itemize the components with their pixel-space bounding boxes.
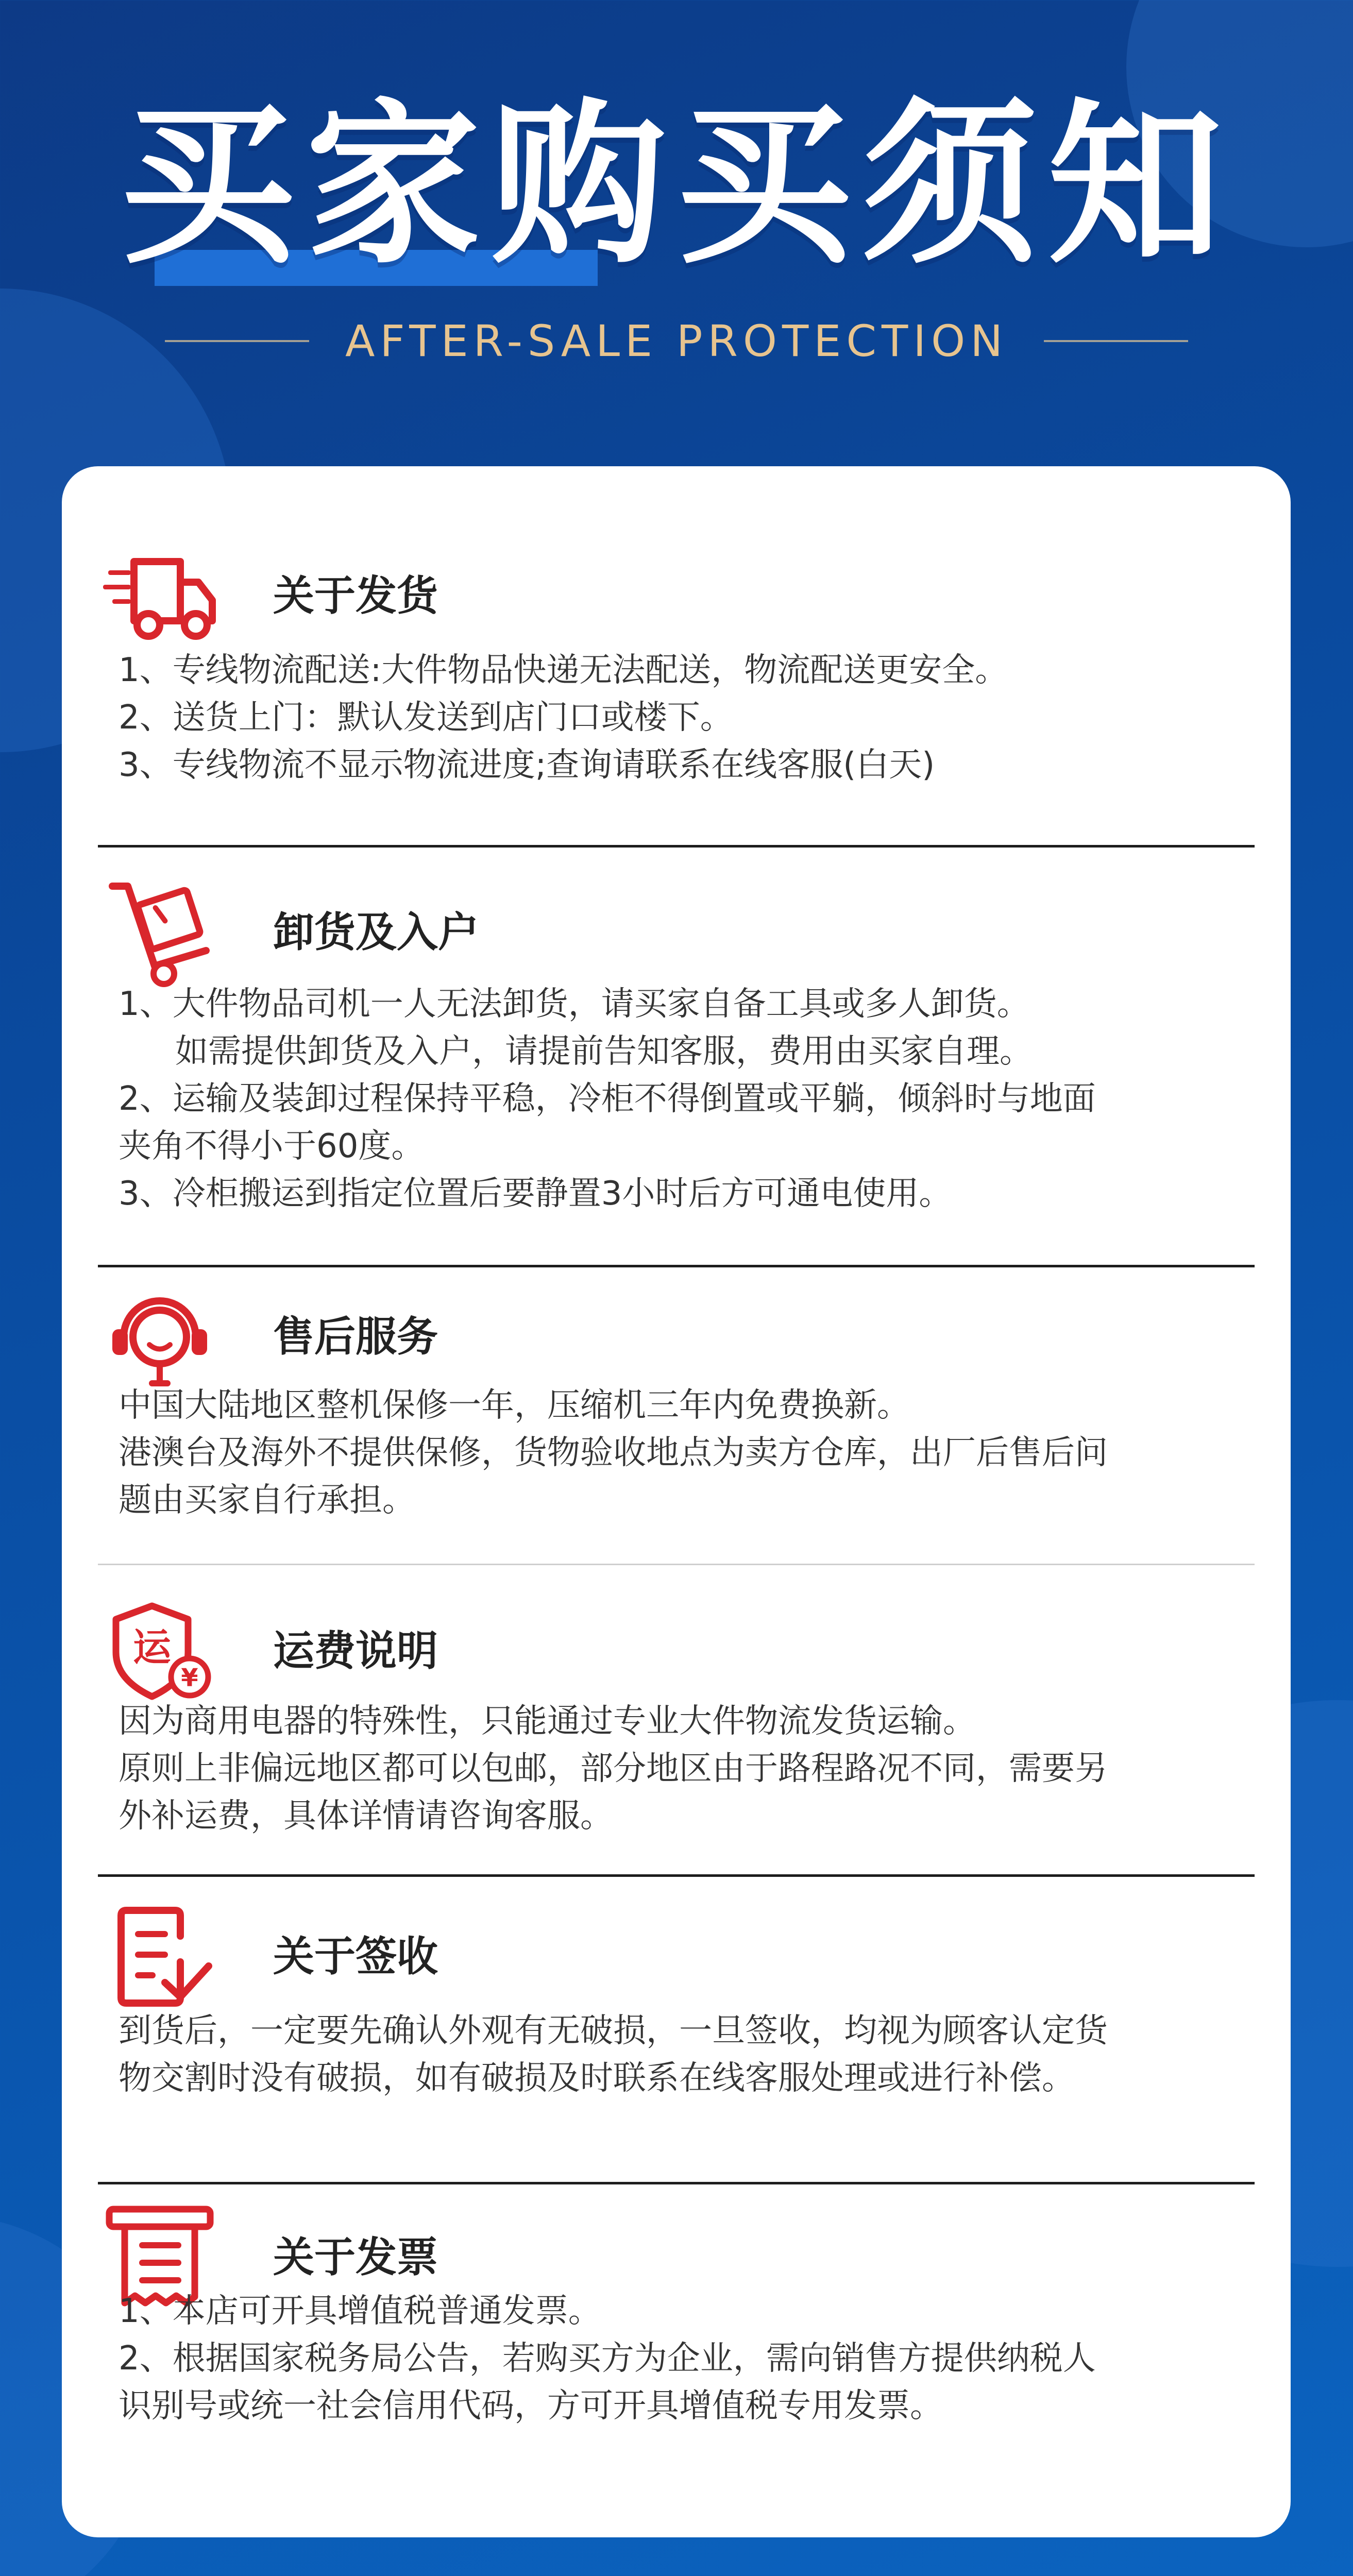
notice-card [62, 466, 1291, 2537]
body-line: 3、专线物流不显示物流进度;查询请联系在线客服(白天) [119, 746, 935, 784]
body-line: 物交割时没有破损，如有破损及时联系在线客服处理或进行补偿。 [119, 2059, 1075, 2097]
section-shipping [98, 466, 1255, 848]
page-subtitle: AFTER-SALE PROTECTION [345, 316, 1008, 366]
section-title: 运费说明 [273, 1627, 438, 1675]
body-line: 到货后，一定要先确认外观有无破损，一旦签收，均视为顾客认定货 [119, 2012, 1108, 2050]
truck-icon [98, 533, 222, 657]
section-body [119, 1698, 1257, 1840]
section-shipping-fee [98, 1566, 1255, 1875]
body-line: 3、冷柜搬运到指定位置后要静置3小时后方可通电使用。 [119, 1175, 952, 1213]
section-invoice [98, 2184, 1255, 2537]
body-line: 1、大件物品司机一人无法卸货，请买家自备工具或多人卸货。 [119, 985, 1030, 1023]
section-unloading [98, 848, 1255, 1267]
section-after-sale [98, 1267, 1255, 1564]
body-line: 外补运费，具体详情请咨询客服。 [119, 1797, 613, 1835]
body-line: 2、送货上门：默认发送到店门口或楼下。 [119, 699, 733, 737]
subtitle-left-rule [165, 340, 309, 342]
body-line: 如需提供卸货及入户，请提前告知客服，费用由买家自理。 [175, 1032, 1033, 1071]
body-line: 题由买家自行承担。 [119, 1481, 415, 1519]
page-title: 买家购买须知 [120, 83, 1233, 287]
shipping-fee-icon-text: 运 [133, 1625, 171, 1670]
section-title: 关于发票 [273, 2233, 438, 2281]
subtitle-right-rule [1044, 340, 1188, 342]
section-body [119, 980, 1257, 1217]
section-body [119, 2287, 1257, 2430]
section-body [119, 2007, 1257, 2102]
section-body [119, 1382, 1257, 1524]
body-line: 中国大陆地区整机保修一年，压缩机三年内免费换新。 [119, 1386, 910, 1425]
body-line: 港澳台及海外不提供保修，货物验收地点为卖方仓库，出厂后售后问 [119, 1434, 1108, 1472]
section-title: 卸货及入户 [273, 908, 479, 956]
section-body [119, 647, 1257, 789]
body-line: 识别号或统一社会信用代码，方可开具增值税专用发票。 [119, 2387, 943, 2425]
body-line: 2、运输及装卸过程保持平稳，冷柜不得倒置或平躺，倾斜时与地面 [119, 1080, 1096, 1118]
sign-document-icon [98, 1895, 222, 2019]
section-divider [98, 1564, 1255, 1565]
body-line: 原则上非偏远地区都可以包邮，部分地区由于路程路况不同，需要另 [119, 1750, 1108, 1788]
subtitle-row [0, 316, 1353, 366]
section-title: 售后服务 [273, 1313, 438, 1361]
section-sign-for [98, 1877, 1255, 2183]
headset-icon [98, 1275, 222, 1399]
body-line: 夹角不得小于60度。 [119, 1127, 425, 1165]
shipping-fee-icon-currency: ¥ [181, 1664, 198, 1692]
hand-truck-icon [98, 871, 222, 994]
body-line: 因为商用电器的特殊性，只能通过专业大件物流发货运输。 [119, 1702, 976, 1740]
page-header [0, 0, 1353, 464]
body-line: 2、根据国家税务局公告，若购买方为企业，需向销售方提供纳税人 [119, 2340, 1096, 2378]
body-line: 1、专线物流配送:大件物品快递无法配送，物流配送更安全。 [119, 651, 1008, 689]
section-title: 关于发货 [273, 572, 438, 620]
section-title: 关于签收 [273, 1933, 438, 1980]
shipping-fee-icon [98, 1589, 222, 1713]
body-line: 1、本店可开具增值税普通发票。 [119, 2292, 601, 2330]
